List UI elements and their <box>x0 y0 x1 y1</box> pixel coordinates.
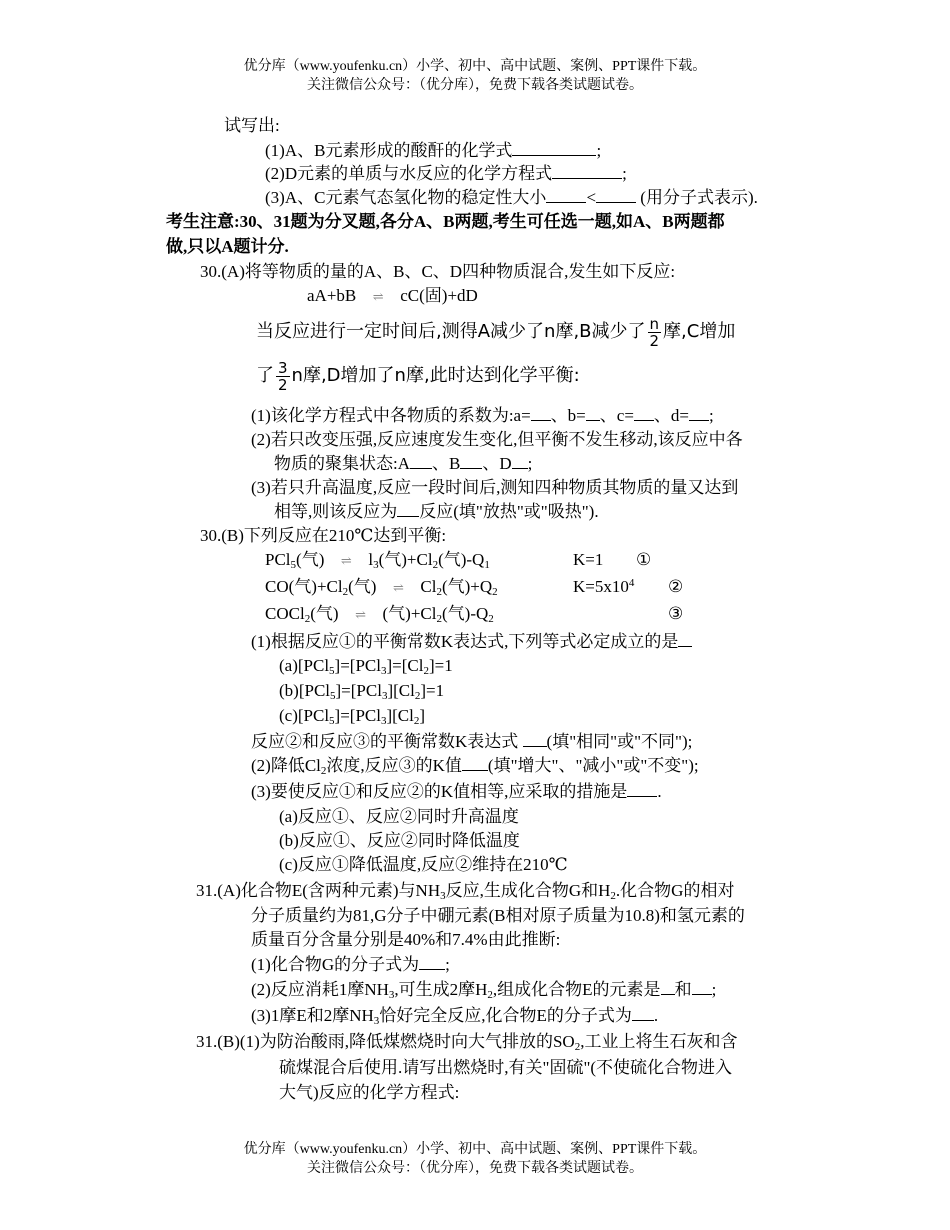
q30b-num-2: ② <box>668 577 684 596</box>
q30b-reaction-2: CO(气)$+Cl_2$(气) ⇌ $Cl_2$(气)$+Q_2$ <box>265 577 498 598</box>
q30b-reaction-1: PCl$_5$(气) ⇌ $l_3$(气)$+Cl_2$(气)$-Q_1$ <box>265 550 490 571</box>
answer-blank <box>546 188 586 203</box>
q30b-measure-c: (c)反应①降低温度,反应②维持在210℃ <box>279 855 568 874</box>
equilibrium-arrow-icon: ⇌ <box>392 580 404 595</box>
q30a-condition-1: 当反应进行一定时间后,测得A减少了n摩,B减少了 $\frac{n}{2}$ 摩,C增加 <box>256 314 736 350</box>
q31b-line-3: 大气)反应的化学方程式: <box>279 1083 460 1102</box>
intro-q1: (1)A、B元素形成的酸酐的化学式 ; <box>265 141 602 160</box>
fraction-n-over-2: $\frac{n}{2}$ <box>649 314 660 350</box>
q30a-condition-2: 了 $\frac{3}{2}$ n摩,D增加了n摩,此时达到化学平衡: <box>256 358 580 394</box>
answer-blank <box>552 164 622 179</box>
q30b-num-3: ③ <box>668 604 684 623</box>
q30a-stem: 30.(A)将等物质的量的A、B、C、D四种物质混合,发生如下反应: <box>200 262 676 281</box>
q30a-equation: aA+bB ⇌ cC(固)+dD <box>307 285 478 308</box>
q30b-k2: $K=5x10^4$ <box>573 577 635 596</box>
q30a-p1: (1)该化学方程式中各物质的系数为:a= 、b= 、c= 、d= ; <box>251 406 714 425</box>
q30b-k1: K=1 <box>573 550 604 569</box>
header-line-2: 关注微信公众号：（优分库），免费下载各类试题试卷。 <box>307 78 643 93</box>
q30b-measure-a: (a)反应①、反应②同时升高温度 <box>279 807 519 826</box>
footer-line-1: 优分库（www.youfenku.cn）小学、初中、高中试题、案例、PPT课件下载。 <box>243 1142 707 1157</box>
q31a-p2: (2)反应消耗1摩$NH_3$,可生成2摩$H_2$,组成化合物E的元素是 和 ; <box>251 980 717 1001</box>
q31a-line-1: 31.(A)化合物E(含两种元素)与$NH_3$反应,生成化合物G和$H_2$.化合物G的相对 <box>196 881 735 902</box>
intro-write: 试写出: <box>224 116 280 135</box>
q31b-line-2: 硫煤混合后使用.请写出燃烧时,有关"固硫"(不使硫化合物进入 <box>279 1058 733 1077</box>
notice-line-2: 做,只以A题计分. <box>166 237 289 256</box>
q31a-p3: (3)1摩E和2摩$NH_3$恰好完全反应,化合物E的分子式为 . <box>251 1006 659 1027</box>
q31a-line-2: 分子质量约为81,G分子中硼元素(B相对原子质量为10.8)和氢元素的 <box>251 906 745 925</box>
q30a-p3b: 相等,则该反应为 反应(填"放热"或"吸热"). <box>274 502 599 521</box>
q31b-line-1: 31.(B)(1)为防治酸雨,降低煤燃烧时向大气排放的$SO_2$,工业上将生石灰和含 <box>196 1032 738 1053</box>
intro-q2: (2)D元素的单质与水反应的化学方程式 ; <box>265 164 627 183</box>
q30b-q2: (2)降低$Cl_2$浓度,反应③的K值 (填"增大"、"减小"或"不变"); <box>251 756 699 777</box>
q30b-same: 反应②和反应③的平衡常数K表达式 (填"相同"或"不同"); <box>251 732 693 751</box>
q30b-option-b: $(b)[PCl_5]=[PCl_3][Cl_2]=1$ <box>279 681 445 702</box>
equilibrium-arrow-icon: ⇌ <box>355 607 366 622</box>
q30b-num-1: ① <box>636 550 652 569</box>
equilibrium-arrow-icon: ⇌ <box>340 553 352 568</box>
q30a-p2a: (2)若只改变压强,反应速度发生变化,但平衡不发生移动,该反应中各 <box>251 430 743 449</box>
footer-line-2: 关注微信公众号：（优分库），免费下载各类试题试卷。 <box>307 1161 643 1176</box>
q30b-option-a: $(a)[PCl_5]=[PCl_3]=[Cl_2]=1$ <box>279 656 453 677</box>
q31a-p1: (1)化合物G的分子式为 ; <box>251 955 450 974</box>
q30b-stem: 30.(B)下列反应在210℃达到平衡: <box>200 526 447 545</box>
q30b-measure-b: (b)反应①、反应②同时降低温度 <box>279 831 520 850</box>
q30b-q3: (3)要使反应①和反应②的K值相等,应采取的措施是 . <box>251 782 662 801</box>
q30b-option-c: $(c)[PCl_5]=[PCl_3][Cl_2]$ <box>279 706 426 727</box>
equilibrium-arrow-icon: ⇌ <box>372 289 384 304</box>
fraction-3-over-2: $\frac{3}{2}$ <box>278 358 288 394</box>
q30b-q1: (1)根据反应①的平衡常数K表达式,下列等式必定成立的是 <box>251 631 692 653</box>
q30b-reaction-3: COCl$_2$(气) ⇌ (气)$+Cl_2$(气)$-Q_2$ <box>265 604 494 625</box>
q30a-p3a: (3)若只升高温度,反应一段时间后,测知四种物质其物质的量又达到 <box>251 478 739 497</box>
q30a-p2b: 物质的聚集状态:A 、B 、D ; <box>274 454 533 473</box>
intro-q3: (3)A、C元素气态氢化物的稳定性大小 < (用分子式表示). <box>265 188 758 207</box>
header-line-1: 优分库（www.youfenku.cn）小学、初中、高中试题、案例、PPT课件下载。 <box>243 59 707 74</box>
q31a-line-3: 质量百分含量分别是40%和7.4%由此推断: <box>251 930 561 949</box>
notice-line-1: 考生注意:30、31题为分叉题,各分A、B两题,考生可任选一题,如A、B两题都 <box>166 212 725 231</box>
answer-blank <box>512 141 596 156</box>
answer-blank <box>596 188 636 203</box>
